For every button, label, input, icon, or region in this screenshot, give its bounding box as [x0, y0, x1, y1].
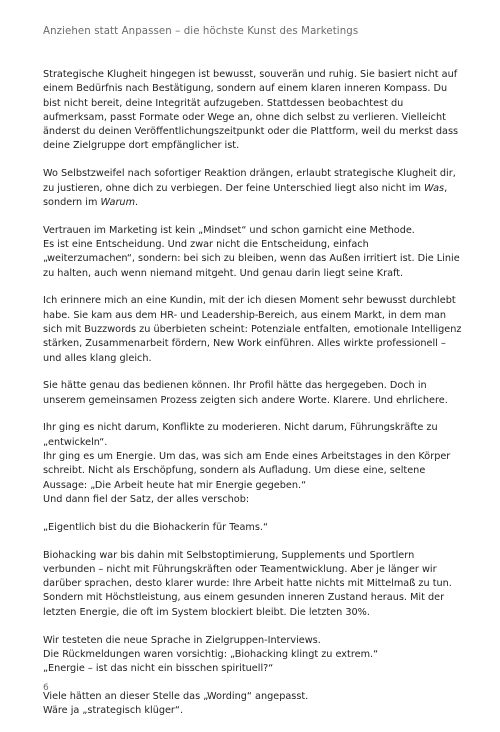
emphasis-was: Was	[424, 182, 445, 194]
text-line: Wäre ja „strategisch klüger“.	[43, 705, 184, 717]
text-line: „Energie – ist das nicht ein bisschen spirituell?“	[43, 663, 274, 675]
paragraph	[43, 294, 463, 365]
paragraph	[43, 421, 463, 507]
paragraph	[43, 549, 463, 620]
text-line: Wir testeten die neue Sprache in Zielgruppen-Interviews.	[43, 634, 321, 646]
body-text	[43, 68, 463, 732]
text-segment: , sondern im	[43, 182, 448, 208]
paragraph	[43, 379, 463, 408]
text-line: Ich erinnere mich an eine Kundin, mit der ich diesen Moment sehr bewusst durchlebt habe. Sie kam aus dem HR- und Leadership-Bereich, aus einem Markt, in dem man sich mit Buzzwords zu überbieten scheint: Potenziale entfalten, emotionale Intelligenz stärken, Zusammenarbeit fördern, New Work einführen. Alles wirkte professionell – und alles klang gleich.	[43, 295, 462, 364]
text-line: Sie hätte genau das bedienen können. Ihr Profil hätte das hergegeben. Doch in unserem gemeinsamen Prozess zeigten sich andere Worte. Klarere. Und ehrlichere.	[43, 380, 448, 406]
paragraph	[43, 224, 463, 281]
text-line: Strategische Klugheit hingegen ist bewusst, souverän und ruhig. Sie basiert nicht auf einem Bedürfnis nach Bestätigung, sondern auf einem klaren inneren Kompass. Du bist nicht bereit, deine Integrität aufzugeben. Stattdessen beobachtest du aufmerksam, passt Formate oder Wege an, ohne dich selbst zu verlieren. Vielleicht änderst du deinen Veröffentlichungszeitpunkt oder die Plattform, weil du merkst dass deine Zielgruppe dort empfänglicher ist.	[43, 69, 459, 152]
text-line: Viele hätten an dieser Stelle das „Wording“ angepasst.	[43, 690, 309, 702]
text-segment: .	[135, 196, 139, 208]
text-line: Biohacking war bis dahin mit Selbstoptimierung, Supplements und Sportlern verbunden – nicht mit Führungskräften oder Teamentwicklung. Aber je länger wir darüber sprachen, desto klarer wurde: Ihre Arbeit hatte nichts mit Mittelmaß zu tun. Sondern mit Höchstleistung, aus einem gesunden inneren Zustand heraus. Mit der letzten Energie, die oft im System blockiert bleibt. Die letzten 30%.	[43, 549, 452, 618]
page-number: 6	[43, 683, 49, 693]
text-line: Es ist eine Entscheidung. Und zwar nicht die Entscheidung, einfach „weiterzumachen“, sondern: bei sich zu bleiben, wenn das Außen irritiert ist. Die Linie zu halten, auch wenn niemand mitgeht. Und genau darin liegt seine Kraft.	[43, 238, 460, 279]
paragraph	[43, 68, 463, 154]
text-line: Ihr ging es um Energie. Um das, was sich am Ende eines Arbeitstages in den Körper schreibt. Nicht als Erschöpfung, sondern als Aufladung. Um diese eine, seltene Aussage: „Die Arbeit heute hat mir Energie gegeben.“	[43, 451, 451, 491]
paragraph	[43, 634, 463, 677]
text-line: Die Rückmeldungen waren vorsichtig: „Biohacking klingt zu extrem.“	[43, 648, 379, 660]
text-line: Ihr ging es nicht darum, Konflikte zu moderieren. Nicht darum, Führungskräfte zu „entwickeln“.	[43, 422, 438, 448]
paragraph	[43, 167, 463, 210]
running-header: Anziehen statt Anpassen – die höchste Kunst des Marketings	[43, 26, 359, 37]
emphasis-warum: Warum	[100, 196, 136, 208]
text-segment: Wo Selbstzweifel nach sofortiger Reaktion drängen, erlaubt strategische Klugheit dir, zu justieren, ohne dich zu verbiegen. Der feine Unterschied liegt also nicht im	[43, 168, 456, 194]
text-line: Und dann fiel der Satz, der alles verschob:	[43, 493, 250, 505]
paragraph	[43, 690, 463, 719]
text-line: Vertrauen im Marketing ist kein „Mindset“ und schon garnicht eine Methode.	[43, 224, 415, 236]
text-line: „Eigentlich bist du die Biohackerin für Teams.“	[43, 521, 268, 533]
paragraph-quote	[43, 521, 463, 535]
